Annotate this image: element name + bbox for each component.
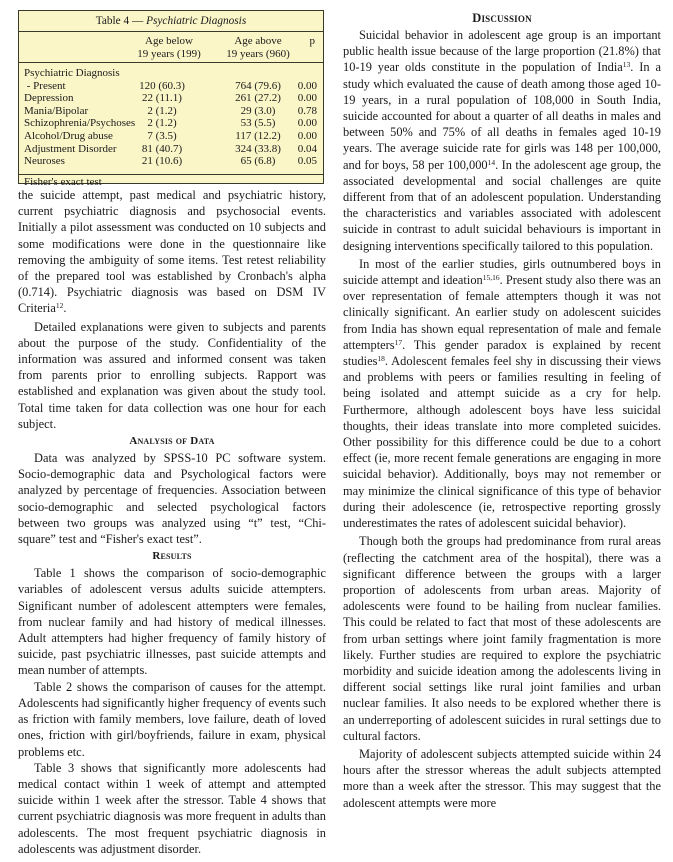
table-group-label: Psychiatric Diagnosis: [24, 67, 120, 79]
table-row: Mania/Bipolar 2 (1.2) 29 (3.0) 0.78: [24, 104, 317, 117]
table-row: - Present 120 (60.3) 764 (79.6) 0.00: [24, 79, 317, 92]
table-row: Depression 22 (11.1) 261 (27.2) 0.00: [24, 92, 317, 105]
paragraph: Table 1 shows the comparison of socio-demographic variables of adolescent versus adults suicide attempters. Significant number of adolescent attempters were females, from nuclear family and had history of medical illnesses. Adult attempters had higher frequency of family history of suicide, past psychiatric illnesses, past suicide attempts and mean number of attempts.: [18, 566, 326, 678]
table-caption: Table 4 — Psychiatric Diagnosis: [19, 11, 323, 32]
table-row: Neuroses 21 (10.6) 65 (6.8) 0.05: [24, 155, 317, 168]
paragraph: In most of the earlier studies, girls outnumbered boys in suicide attempt and ideation$^{15,16}$. Present study also there was an over representation of female attempters though it was not clinically significant. An earlier study on adolescent suicides from India has shown equal representation of male and female attempters$^{17}$. This gender paradox is explained by recent studies$^{18}$. Adolescent females feel shy in discussing their views and problems with peers or families resulting in feeling of being isolated and attempt suicide as a cry for help. Furthermore, although adolescent boys have less suicidal thoughts, their ideas translate into more completed suicides. Other possibility for this difference could be due to a cohort effect (ie, more recent female generations are engaging in more suicidal behavior). Additionally, boys may not remember or may minimize the clinical significance of this type of behavior during their adolescence (ie, retrospective reporting grossly underestimates the rates of adolescent suicidal behavior).: [343, 256, 661, 531]
paragraph: Majority of adolescent subjects attempted suicide within 24 hours after the stressor whereas the adult subjects attempted more than a week after the stressor. This may suggest that the adolescent attempts were more: [343, 746, 661, 810]
paragraph: Table 3 shows that significantly more adolescents had medical contact within 1 week of attempt and attempted suicide within 1 week after the stressor. Table 4 shows that current psychiatric diagnosis was more frequent in adults than adolescents. The most frequent psychiatric diagnosis in adolescents was adjustment disorder.: [18, 760, 326, 856]
col-header-age-above: Age above 19 years (960): [226, 35, 290, 60]
table-row: Adjustment Disorder 81 (40.7) 324 (33.8) 0.04: [24, 142, 317, 155]
paragraph: Table 2 shows the comparison of causes for the attempt. Adolescents had significantly higher frequency of events such as friction with family members, love failure, death of loved ones, friction with girl/boyfriends, failure in exam, physical problems etc.: [18, 679, 326, 759]
table-body: [19, 63, 323, 175]
paragraph: the suicide attempt, past medical and psychiatric history, current psychiatric diagnosis and psychosocial events. Initially a pilot assessment was conducted on 10 subjects and some modifications were done in the questionnaire like removing the ambiguity of some items. Test retest reliability of the prepared tool was established by Cronbach's alpha (0.714). Psychiatric diagnosis was based on DSM IV Criteria$^{12}$.: [18, 188, 326, 316]
section-heading-analysis: Analysis of Data: [129, 435, 215, 448]
paragraph: Though both the groups had predominance from rural areas (reflecting the catchment area of the hospital), there was a significant difference between the groups with a larger proportion of adolescents from urban areas. Majority of adolescents were found to be hailing from nuclear families. This could be related to fact that most of these adolescents are from urban settings where joint family fragmentation is more likely. Further studies are required to explore the psychiatric morbidity and suicide ideation among the adolescents living in different social settings like rural joint families and urban nuclear families. It also needs to be explored whether there is an underreporting of adolescent suicides in rural settings due to cultural factors.: [343, 534, 661, 743]
paragraph: Suicidal behavior in adolescent age group is an important public health issue because of the large proportion (21.8%) that 10-19 year olds constitute in the population of India$^{13}$. In a study which evaluated the cause of death among those aged 10-19 years, in a rural population of 108,000 in South India, suicide accounted for about a quarter of all deaths in males and between 50% and 75% of all deaths in females aged 10-19 years. The average suicide rate for girls was 148 per 100,000, and for boys, 58 per 100,000$^{14}$. In the adolescent age group, the associated developmental and social challenges are quite different from that of an adolescent population. Understanding the characteristics and variables associated with adolescent suicide in contrast to adult suicidal behaviours is important in designing interventions specifically tailored to this population.: [343, 28, 661, 253]
left-column: [18, 187, 326, 857]
table-footnote: Fisher's exact test: [24, 176, 102, 188]
paragraph: Data was analyzed by SPSS-10 PC software system. Socio-demographic data and Psychological factors were analyzed by percentage of frequencies. Association between socio-demographic and selected psychological factors between two groups was analyzed using “t” test, “Chi-square” test and “Fisher's exact test”.: [18, 451, 326, 547]
col-header-p: p: [309, 35, 315, 47]
section-heading-results: Results: [152, 550, 192, 563]
section-heading-discussion: Discussion: [472, 11, 532, 25]
col-header-age-below: Age below 19 years (199): [137, 35, 201, 60]
table-header: [19, 32, 323, 63]
table-row: Alcohol/Drug abuse 7 (3.5) 117 (12.2) 0.00: [24, 129, 317, 142]
paragraph: Detailed explanations were given to subjects and parents about the purpose of the study. Confidentiality of the information was assured and informed consent was taken from parents prior to enrolling subjects. Rapport was established and explanation was given about the study tool. Total time taken for data collection was one hour for each subject.: [18, 319, 326, 431]
table-row: Schizophrenia/Psychoses 2 (1.2) 53 (5.5) 0.00: [24, 117, 317, 130]
right-column: [343, 9, 661, 811]
table-4: [18, 10, 324, 188]
